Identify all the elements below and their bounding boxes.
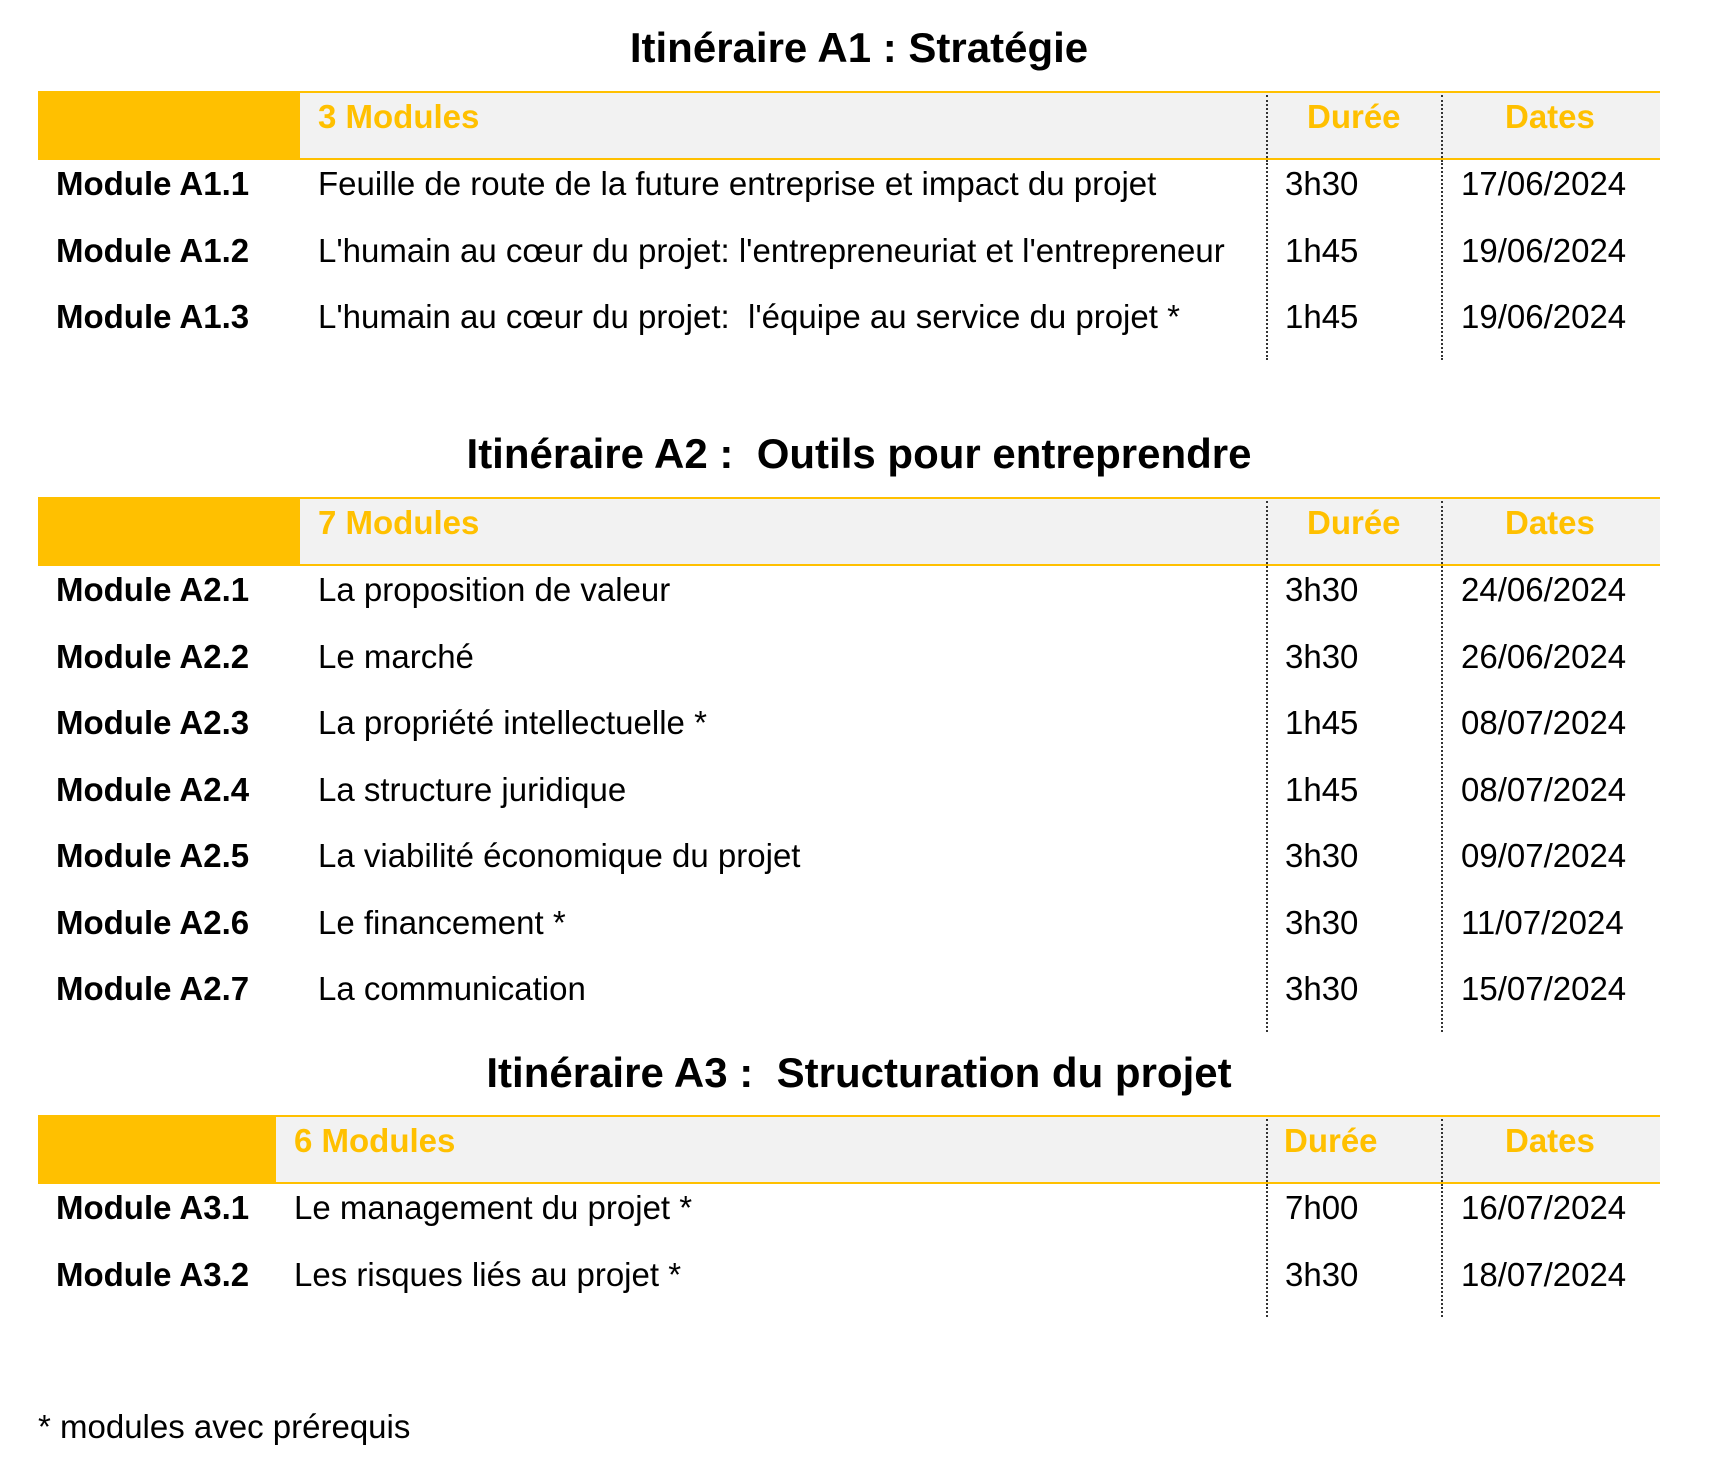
module-duration: 3h30 (1285, 571, 1359, 608)
module-duration: 3h30 (1285, 1255, 1359, 1293)
table-row (38, 832, 1660, 899)
module-date: 11/07/2024 (1461, 903, 1624, 941)
module-title: Feuille de route de la future entreprise et impact du projet (318, 165, 1157, 202)
column-divider (1441, 1119, 1443, 1182)
module-title: L'humain au cœur du projet: l'équipe au service du projet * (318, 298, 1180, 335)
module-code: Module A2.6 (56, 903, 250, 941)
prerequisite-footnote: * modules avec prérequis (38, 1408, 411, 1445)
module-code: Module A2.3 (56, 704, 250, 741)
table-row (38, 566, 1660, 633)
itinerary-a1-table (38, 91, 1660, 360)
dates-header: Dates (1505, 1122, 1595, 1159)
module-duration: 3h30 (1285, 970, 1359, 1007)
modules-count-header: 6 Modules (294, 1122, 456, 1159)
table-row (38, 227, 1660, 294)
module-duration: 3h30 (1285, 903, 1359, 941)
modules-count-header: 3 Modules (318, 98, 480, 135)
table-row (38, 633, 1660, 700)
table-header (38, 497, 1660, 566)
module-duration: 3h30 (1285, 837, 1359, 874)
itinerary-a3-table (38, 1115, 1660, 1317)
module-code: Module A1.1 (56, 165, 250, 202)
table-row (38, 699, 1660, 766)
itinerary-a2-title: Itinéraire A2 : Outils pour entreprendre (466, 430, 1252, 477)
table-header (38, 91, 1660, 160)
modules-count-header: 7 Modules (318, 504, 480, 541)
dates-header: Dates (1505, 504, 1595, 541)
module-title: La viabilité économique du projet (318, 837, 801, 874)
table-row (38, 1251, 1660, 1318)
module-title: La communication (318, 970, 586, 1007)
column-divider (1266, 501, 1268, 564)
duration-header: Durée (1307, 504, 1401, 541)
module-code: Module A2.2 (56, 637, 250, 675)
module-code: Module A2.5 (56, 837, 250, 874)
module-duration: 1h45 (1285, 704, 1359, 741)
module-date: 19/06/2024 (1461, 231, 1627, 269)
duration-header: Durée (1307, 98, 1401, 135)
table-row (38, 160, 1660, 227)
table-row (38, 899, 1660, 966)
module-title: La propriété intellectuelle * (318, 704, 707, 741)
module-date: 24/06/2024 (1461, 571, 1627, 608)
table-body (38, 160, 1660, 360)
module-title: Le management du projet * (294, 1189, 693, 1226)
module-date: 19/06/2024 (1461, 298, 1627, 335)
itinerary-a3-title: Itinéraire A3 : Structuration du projet (486, 1049, 1232, 1096)
header-accent-block (38, 497, 300, 566)
module-duration: 3h30 (1285, 637, 1359, 675)
module-title: Le marché (318, 637, 474, 675)
table-row (38, 965, 1660, 1032)
itinerary-a1-title: Itinéraire A1 : Stratégie (629, 24, 1089, 71)
module-code: Module A2.4 (56, 770, 250, 808)
column-divider (1441, 501, 1443, 564)
column-divider (1266, 95, 1268, 158)
module-title: Le financement * (318, 903, 566, 941)
header-accent-block (38, 1115, 276, 1184)
module-date: 15/07/2024 (1461, 970, 1627, 1007)
table-header (38, 1115, 1660, 1184)
module-code: Module A3.1 (56, 1189, 250, 1226)
duration-header: Durée (1284, 1122, 1378, 1159)
table-row (38, 1184, 1660, 1251)
module-title: Les risques liés au projet * (294, 1255, 682, 1293)
module-code: Module A1.3 (56, 298, 250, 335)
module-code: Module A3.2 (56, 1255, 250, 1293)
module-code: Module A1.2 (56, 231, 250, 269)
module-duration: 7h00 (1285, 1189, 1359, 1226)
table-row (38, 766, 1660, 833)
module-date: 09/07/2024 (1461, 837, 1627, 874)
dates-header: Dates (1505, 98, 1595, 135)
module-date: 08/07/2024 (1461, 704, 1627, 741)
header-accent-block (38, 91, 300, 160)
table-body (38, 566, 1660, 1032)
column-divider (1266, 1119, 1268, 1182)
module-title: La structure juridique (318, 770, 627, 808)
module-duration: 3h30 (1285, 165, 1359, 202)
table-body (38, 1184, 1660, 1317)
module-date: 08/07/2024 (1461, 770, 1627, 808)
module-date: 16/07/2024 (1461, 1189, 1627, 1226)
module-duration: 1h45 (1285, 298, 1359, 335)
module-code: Module A2.7 (56, 970, 250, 1007)
module-date: 18/07/2024 (1461, 1255, 1627, 1293)
module-code: Module A2.1 (56, 571, 250, 608)
module-date: 17/06/2024 (1461, 165, 1627, 202)
module-title: L'humain au cœur du projet: l'entrepreneuriat et l'entrepreneur (318, 231, 1225, 269)
itinerary-a2-table (38, 497, 1660, 1032)
column-divider (1441, 95, 1443, 158)
module-title: La proposition de valeur (318, 571, 671, 608)
module-duration: 1h45 (1285, 770, 1359, 808)
module-date: 26/06/2024 (1461, 637, 1627, 675)
table-row (38, 293, 1660, 360)
module-duration: 1h45 (1285, 231, 1359, 269)
